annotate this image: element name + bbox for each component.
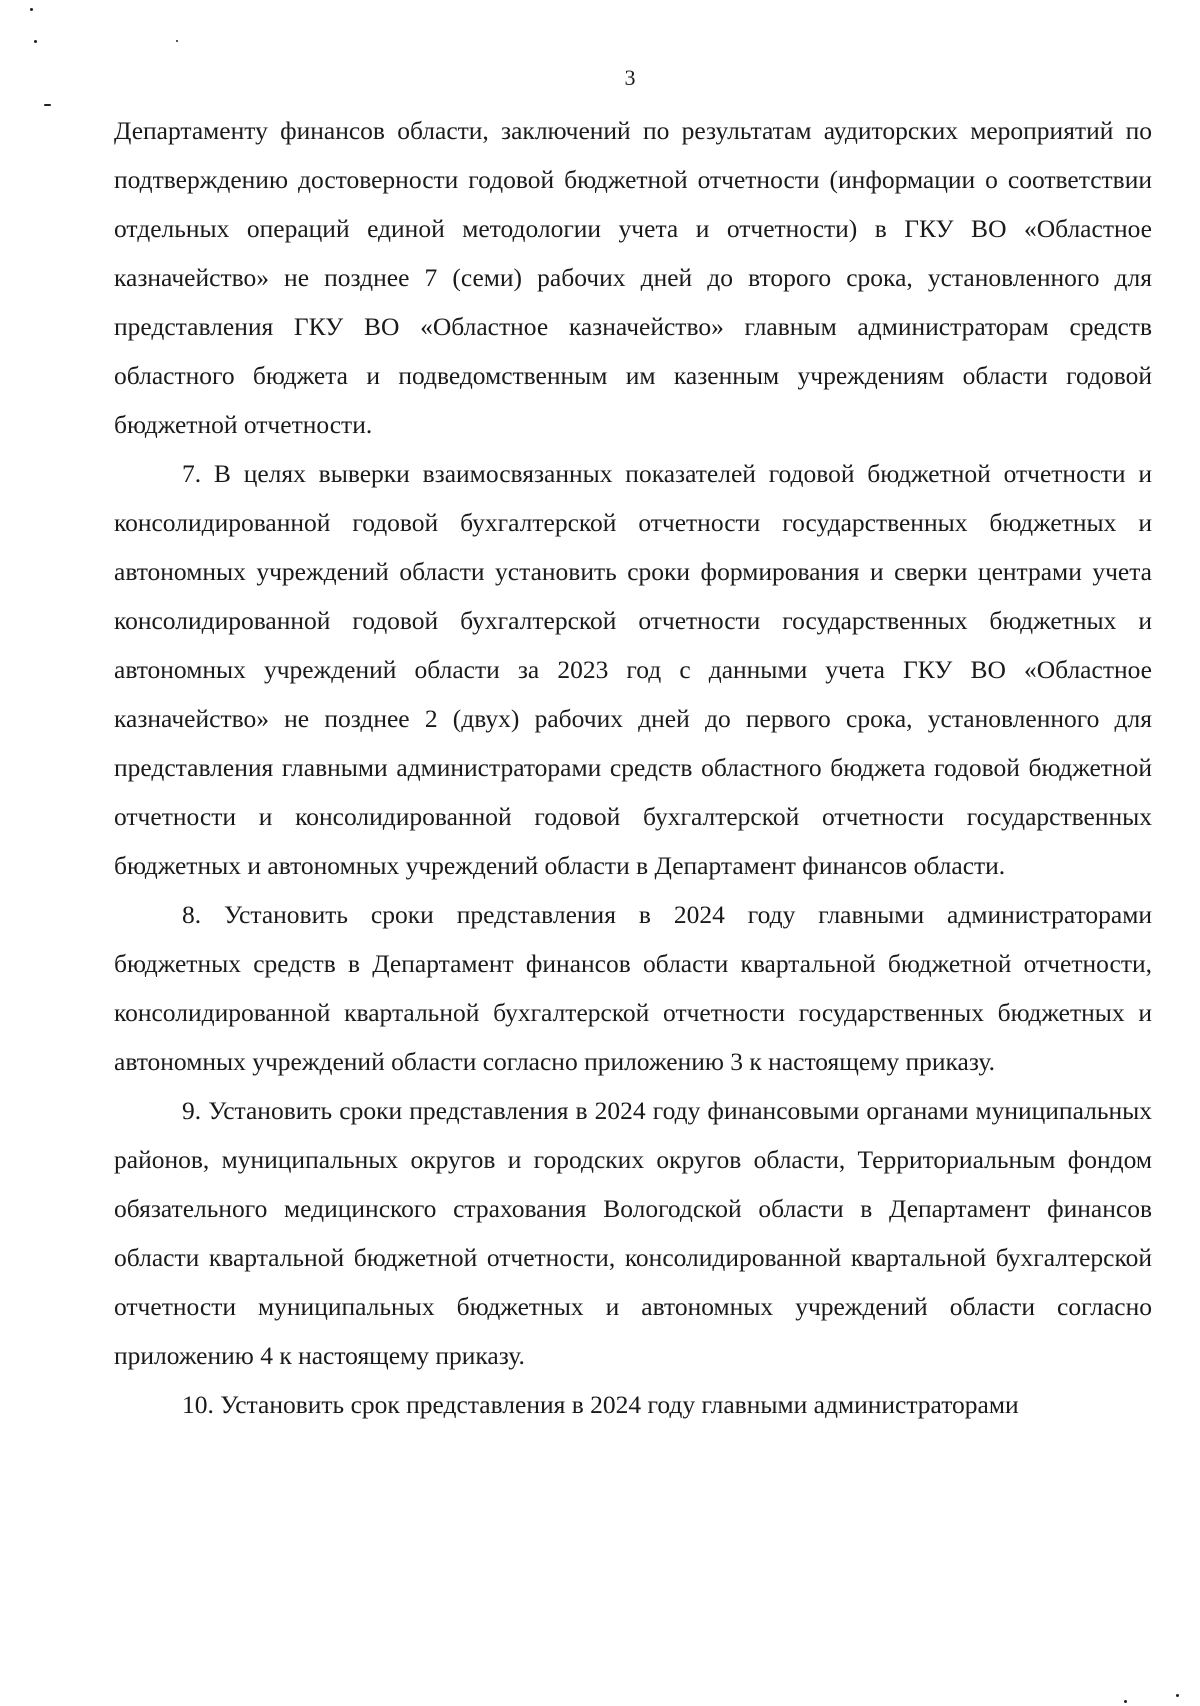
paragraph-item-9: 9. Установить сроки представления в 2024 году финансовыми органами муниципальных районов, муниципальных округов и городских округов области, Территориальным фондом обязательного медицинского страхования Вологодской области в Департамент финансов области квартальной бюджетной отчетности, консолидированной квартальной бухгалтерской отчетности муниципальных бюджетных и автономных учреждений области согласно приложению 4 к настоящему приказу. (114, 1096, 1152, 1370)
scan-speck (1176, 1694, 1179, 1697)
scan-speck (44, 104, 51, 106)
scan-speck (1124, 1700, 1127, 1703)
paragraph-item-7: 7. В целях выверки взаимосвязанных показателей годовой бюджетной отчетности и консолидированной годовой бухгалтерской отчетности государственных бюджетных и автономных учреждений области установить сроки формирования и сверки центрами учета консолидированной годовой бухгалтерской отчетности государственных бюджетных и автономных учреждений области за 2023 год с данными учета ГКУ ВО «Областное казначейство» не позднее 2 (двух) рабочих дней до первого срока, установленного для представления главными администраторами средств областного бюджета годовой бюджетной отчетности и консолидированной годовой бухгалтерской отчетности государственных бюджетных и автономных учреждений области в Департамент финансов области. (114, 459, 1152, 880)
scan-speck (30, 8, 33, 11)
paragraph-item-10: 10. Установить срок представления в 2024 году главными администраторами (182, 1390, 1019, 1419)
document-body (114, 106, 1152, 1429)
paragraph-continuation: Департаменту финансов области, заключений по результатам аудиторских мероприятий по подтверждению достоверности годовой бюджетной отчетности (информации о соответствии отдельных операций единой методологии учета и отчетности) в ГКУ ВО «Областное казначейство» не позднее 7 (семи) рабочих дней до второго срока, установленного для представления ГКУ ВО «Областное казначейство» главным администраторам средств областного бюджета и подведомственным им казенным учреждениям области годовой бюджетной отчетности. (114, 116, 1152, 439)
paragraph-item-8: 8. Установить сроки представления в 2024 году главными администраторами бюджетных средств в Департамент финансов области квартальной бюджетной отчетности, консолидированной квартальной бухгалтерской отчетности государственных бюджетных и автономных учреждений области согласно приложению 3 к настоящему приказу. (114, 900, 1152, 1076)
scan-speck (34, 40, 37, 43)
page-number: 3 (624, 65, 636, 90)
scan-speck (176, 40, 178, 42)
